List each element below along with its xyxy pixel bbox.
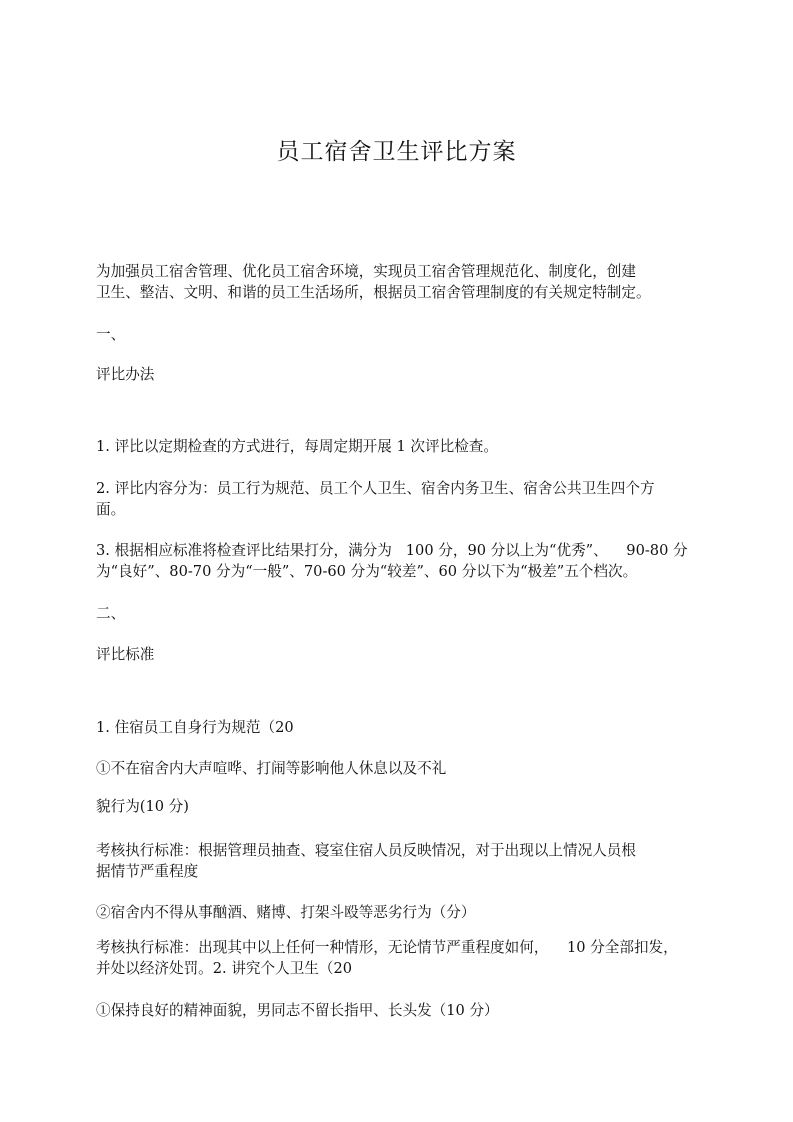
rule-1: ①不在宿舍内大声喧哗、打闹等影响他人休息以及不礼 [96,760,447,777]
s1-item-3-line-1: 3. 根据相应标准将检查评比结果打分，满分为 100 分，90 分以上为“优秀”、 90-80 分 [96,542,688,559]
intro-paragraph [96,261,721,303]
intro-line-2: 卫生、整洁、文明、和谐的员工生活场所，根据员工宿舍管理制度的有关规定特制定。 [96,284,651,301]
section-1-heading: 评比办法 [96,366,155,383]
rule-1-continued: 貌行为(10 分) [96,798,189,815]
criteria-2-line-1: 考核执行标准：出现其中以上任何一种情形，无论情节严重程度如何， 10 分全部扣发， [96,939,678,956]
s1-item-1: 1. 评比以定期检查的方式进行，每周定期开展 1 次评比检查。 [96,438,498,455]
rule-3: ①保持良好的精神面貌，男同志不留长指甲、长头发（10 分） [96,1002,499,1019]
criteria-2-line-2: 并处以经济处罚。2. 讲究个人卫生（20 [96,960,353,977]
criteria-1-line-1: 考核执行标准：根据管理员抽查、寝室住宿人员反映情况，对于出现以上情况人员根 [96,842,636,859]
criteria-1-line-2: 据情节严重程度 [96,863,199,880]
intro-line-1: 为加强员工宿舍管理、优化员工宿舍环境，实现员工宿舍管理规范化、制度化，创建 [96,263,636,280]
section-2-heading: 评比标准 [96,646,155,663]
s1-item-2 [96,478,721,520]
section-1-number: 一、 [96,326,126,343]
rule-2: ②宿舍内不得从事酗酒、赌博、打架斗殴等恶劣行为（分） [96,904,476,921]
document-title: 员工宿舍卫生评比方案 [276,139,517,165]
criteria-2 [96,937,721,979]
s1-item-2-line-2: 面。 [96,501,126,518]
s1-item-3 [96,540,721,582]
s1-item-3-line-2: 为“良好”、80-70 分为“一般”、70-60 分为“较差”、60 分以下为“极差”五个档次。 [96,563,638,580]
s1-item-2-line-1: 2. 评比内容分为：员工行为规范、员工个人卫生、宿舍内务卫生、宿舍公共卫生四个方 [96,480,655,497]
s2-item-1: 1. 住宿员工自身行为规范（20 [96,719,294,736]
criteria-1 [96,840,721,882]
section-2-number: 二、 [96,605,126,622]
